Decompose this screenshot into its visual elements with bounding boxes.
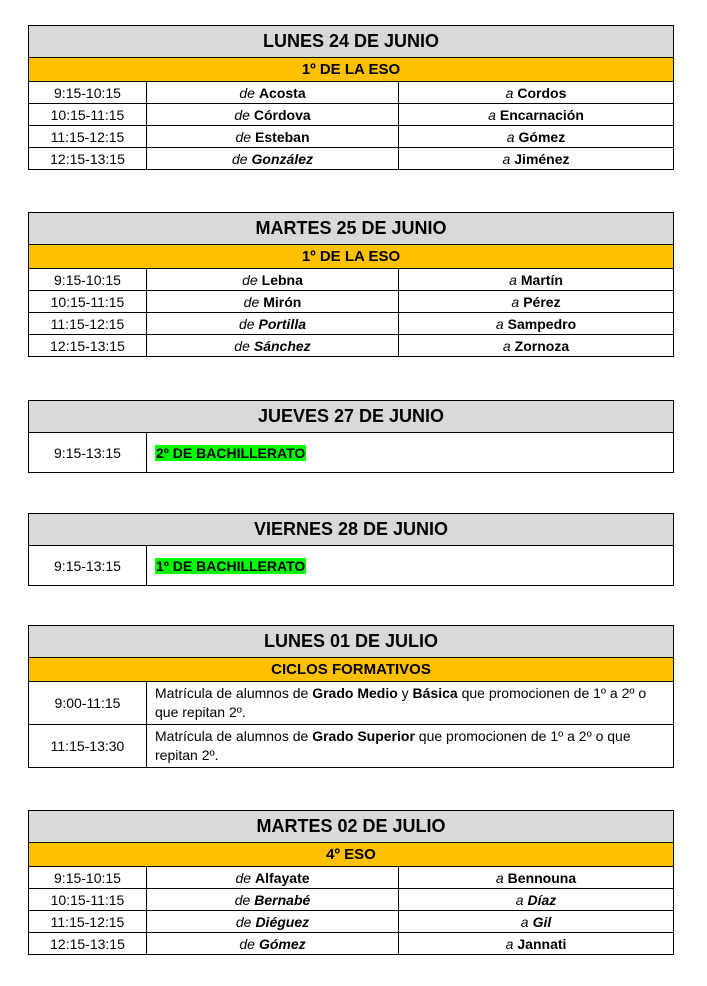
- description-text: Matrícula de alumnos de Grado Medio y Básica que promocionen de 1º a 2º o que repitan 2º.: [155, 685, 647, 720]
- schedule-block-martes-25-junio: [28, 212, 674, 357]
- to-prefix: a: [505, 84, 514, 101]
- to-cell: [399, 126, 673, 147]
- table-row: [29, 290, 673, 312]
- time-cell: 9:15-10:15: [29, 867, 147, 888]
- table-row: [29, 888, 673, 910]
- from-prefix: de: [234, 337, 250, 354]
- group-band: 4º ESO: [29, 842, 673, 866]
- from-cell: [147, 867, 399, 888]
- from-prefix: de: [234, 106, 250, 123]
- time-cell: 9:15-10:15: [29, 269, 147, 290]
- time-cell: 11:15-12:15: [29, 911, 147, 932]
- to-name: Encarnación: [499, 106, 584, 123]
- from-name: Lebna: [261, 271, 303, 288]
- day-title: MARTES 02 DE JULIO: [29, 811, 673, 842]
- time-cell: 10:15-11:15: [29, 291, 147, 312]
- from-prefix: de: [234, 891, 251, 908]
- time-cell: 9:15-13:15: [29, 546, 147, 585]
- to-cell: [399, 104, 673, 125]
- table-row: [29, 147, 673, 169]
- from-cell: [147, 126, 399, 147]
- time-cell: 12:15-13:15: [29, 148, 147, 169]
- group-cell: [147, 433, 673, 472]
- group-highlight: 2º DE BACHILLERATO: [156, 444, 306, 461]
- from-name: Esteban: [255, 128, 310, 145]
- to-name: Jannati: [517, 935, 567, 952]
- day-title: JUEVES 27 DE JUNIO: [29, 401, 673, 432]
- time-cell: 10:15-11:15: [29, 889, 147, 910]
- group-band: 1º DE LA ESO: [29, 244, 673, 268]
- from-name: Alfayate: [255, 869, 310, 886]
- schedule-block-lunes-24-junio: [28, 25, 674, 170]
- day-title: VIERNES 28 DE JUNIO: [29, 514, 673, 545]
- from-name: Córdova: [253, 106, 311, 123]
- time-cell: 10:15-11:15: [29, 104, 147, 125]
- description-text: Matrícula de alumnos de Grado Superior que promocionen de 1º a 2º o que repitan 2º.: [155, 728, 631, 763]
- group-band: CICLOS FORMATIVOS: [29, 657, 673, 681]
- to-name: Gil: [532, 913, 552, 930]
- from-prefix: de: [239, 935, 255, 952]
- from-name: Gómez: [258, 935, 306, 952]
- from-name: Diéguez: [255, 913, 310, 930]
- to-prefix: a: [495, 315, 504, 332]
- from-name: Mirón: [263, 293, 302, 310]
- from-cell: [147, 335, 399, 356]
- to-prefix: a: [505, 935, 514, 952]
- to-prefix: a: [502, 150, 511, 167]
- time-cell: 11:15-12:15: [29, 313, 147, 334]
- table-row: [29, 910, 673, 932]
- schedule-block-lunes-01-julio: [28, 625, 674, 768]
- to-cell: [399, 269, 673, 290]
- group-cell: [147, 546, 673, 585]
- from-prefix: de: [235, 913, 252, 930]
- to-prefix: a: [509, 271, 517, 288]
- to-name: Gómez: [518, 128, 566, 145]
- from-prefix: de: [231, 150, 248, 167]
- schedule-block-martes-02-julio: [28, 810, 674, 955]
- time-cell: 12:15-13:15: [29, 933, 147, 954]
- from-name: González: [251, 150, 314, 167]
- table-row: [29, 81, 673, 103]
- from-cell: [147, 911, 399, 932]
- table-row: [29, 334, 673, 356]
- to-prefix: a: [506, 128, 515, 145]
- group-highlight: 1º DE BACHILLERATO: [156, 557, 306, 574]
- from-cell: [147, 889, 399, 910]
- to-name: Díaz: [527, 891, 557, 908]
- from-cell: [147, 291, 399, 312]
- to-prefix: a: [488, 106, 496, 123]
- from-name: Acosta: [258, 84, 306, 101]
- table-row: [29, 125, 673, 147]
- to-cell: [399, 148, 673, 169]
- time-cell: 9:00-11:15: [29, 682, 147, 724]
- to-cell: [399, 291, 673, 312]
- from-cell: [147, 82, 399, 103]
- day-title: MARTES 25 DE JUNIO: [29, 213, 673, 244]
- time-cell: 11:15-13:30: [29, 725, 147, 767]
- from-cell: [147, 933, 399, 954]
- to-name: Jiménez: [514, 150, 570, 167]
- to-name: Bennouna: [507, 869, 577, 886]
- to-cell: [399, 82, 673, 103]
- to-name: Sampedro: [507, 315, 577, 332]
- to-prefix: a: [502, 337, 511, 354]
- table-row: [29, 932, 673, 954]
- time-cell: 11:15-12:15: [29, 126, 147, 147]
- from-prefix: de: [243, 293, 260, 310]
- time-cell: 9:15-10:15: [29, 82, 147, 103]
- time-cell: 12:15-13:15: [29, 335, 147, 356]
- from-prefix: de: [239, 84, 255, 101]
- from-cell: [147, 148, 399, 169]
- to-cell: [399, 335, 673, 356]
- description-cell: [147, 725, 673, 767]
- from-cell: [147, 104, 399, 125]
- to-cell: [399, 911, 673, 932]
- to-name: Pérez: [523, 293, 561, 310]
- to-name: Cordos: [517, 84, 567, 101]
- to-name: Martín: [520, 271, 563, 288]
- to-cell: [399, 313, 673, 334]
- table-row: [29, 312, 673, 334]
- schedule-block-viernes-28-junio: [28, 513, 674, 586]
- table-row: [29, 268, 673, 290]
- to-name: Zornoza: [514, 337, 570, 354]
- to-cell: [399, 889, 673, 910]
- to-prefix: a: [511, 293, 520, 310]
- to-cell: [399, 867, 673, 888]
- to-prefix: a: [520, 913, 529, 930]
- from-name: Sánchez: [253, 337, 311, 354]
- from-prefix: de: [238, 315, 255, 332]
- table-row: [29, 432, 673, 472]
- table-row: [29, 866, 673, 888]
- day-title: LUNES 01 DE JULIO: [29, 626, 673, 657]
- from-prefix: de: [235, 869, 252, 886]
- schedule-block-jueves-27-junio: [28, 400, 674, 473]
- to-cell: [399, 933, 673, 954]
- table-row: [29, 681, 673, 724]
- from-name: Portilla: [258, 315, 307, 332]
- description-cell: [147, 682, 673, 724]
- from-name: Bernabé: [254, 891, 311, 908]
- from-prefix: de: [235, 128, 252, 145]
- from-cell: [147, 269, 399, 290]
- from-prefix: de: [242, 271, 258, 288]
- day-title: LUNES 24 DE JUNIO: [29, 26, 673, 57]
- from-cell: [147, 313, 399, 334]
- group-band: 1º DE LA ESO: [29, 57, 673, 81]
- table-row: [29, 724, 673, 767]
- time-cell: 9:15-13:15: [29, 433, 147, 472]
- to-prefix: a: [515, 891, 524, 908]
- to-prefix: a: [495, 869, 504, 886]
- table-row: [29, 103, 673, 125]
- table-row: [29, 545, 673, 585]
